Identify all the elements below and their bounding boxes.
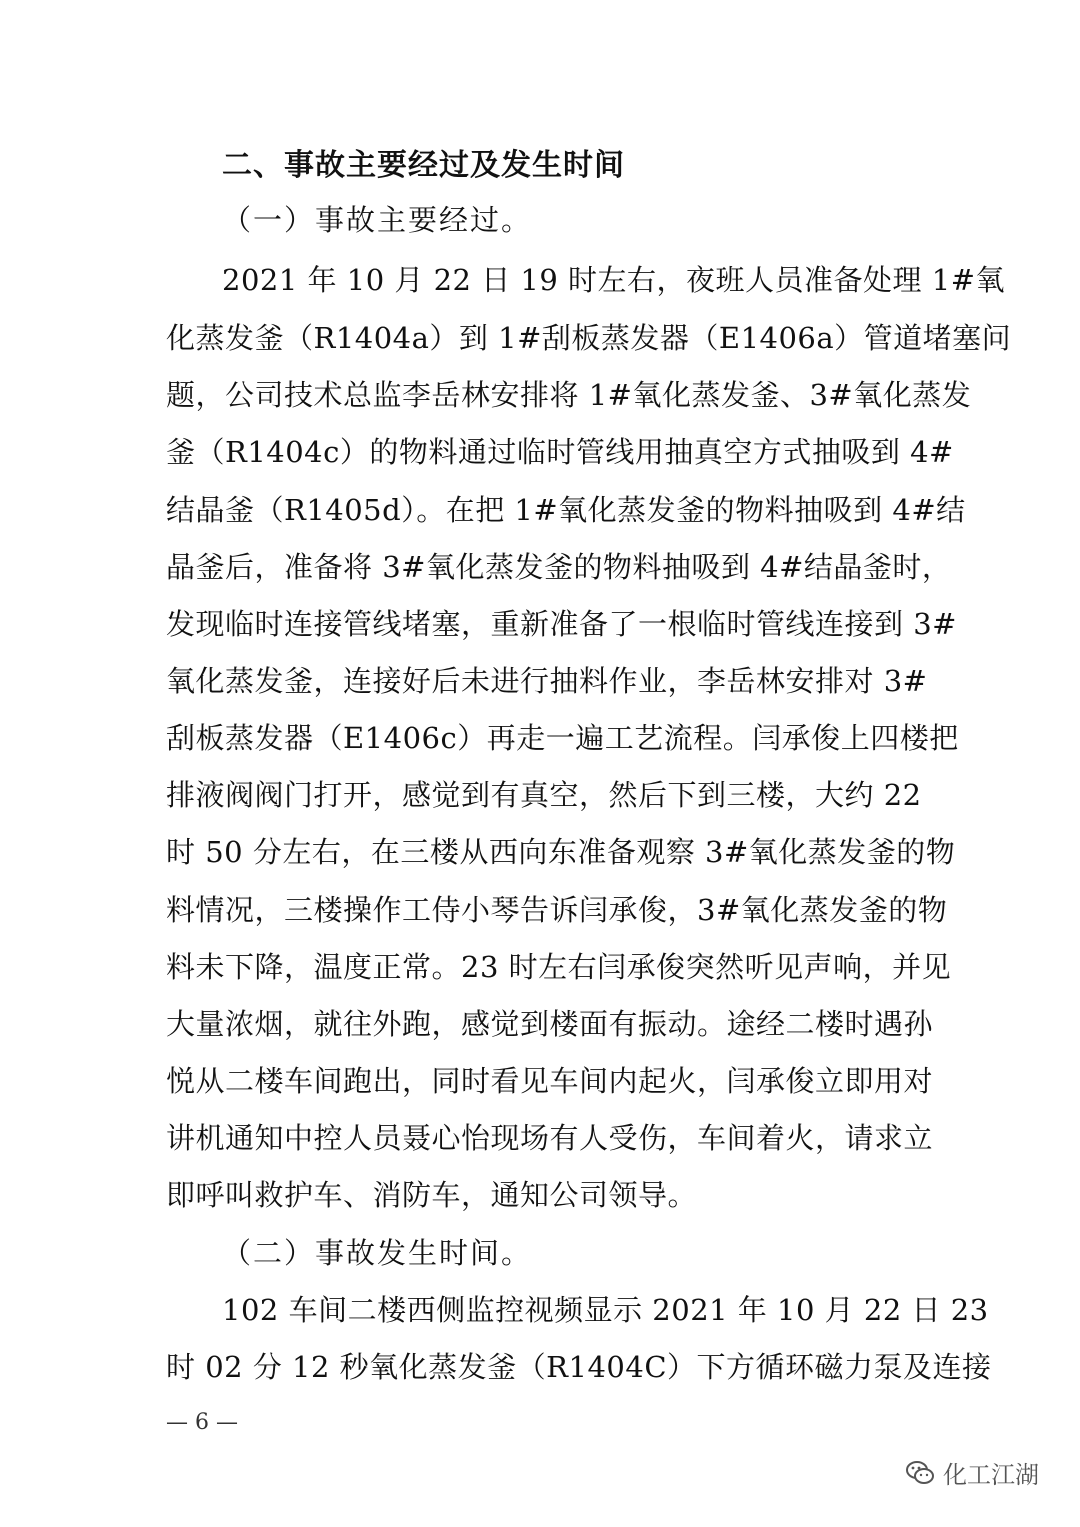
section-heading: 二、事故主要经过及发生时间	[222, 148, 625, 183]
paragraph-2-line: 102 车间二楼西侧监控视频显示 2021 年 10 月 22 日 23	[222, 1293, 989, 1327]
paragraph-1-line: 氧化蒸发釜，连接好后未进行抽料作业，李岳林安排对 3#	[166, 664, 928, 698]
paragraph-1-line: 结晶釜（R1405d）。在把 1#氧化蒸发釜的物料抽吸到 4#结	[166, 493, 966, 527]
paragraph-1-line: 即呼叫救护车、消防车，通知公司领导。	[166, 1178, 698, 1212]
paragraph-1-line: 料情况，三楼操作工侍小琴告诉闫承俊，3#氧化蒸发釜的物	[166, 893, 948, 927]
paragraph-1-line: 料未下降，温度正常。23 时左右闫承俊突然听见声响，并见	[166, 950, 952, 984]
subsection-title-1: （一）事故主要经过。	[222, 203, 533, 237]
paragraph-1-line: 釜（R1404c）的物料通过临时管线用抽真空方式抽吸到 4#	[166, 435, 954, 469]
watermark-text: 化工江湖	[943, 1461, 1039, 1489]
subsection-title-2: （二）事故发生时间。	[222, 1236, 533, 1270]
paragraph-1-line: 2021 年 10 月 22 日 19 时左右，夜班人员准备处理 1#氧	[222, 263, 1006, 297]
paragraph-1-line: 晶釜后，准备将 3#氧化蒸发釜的物料抽吸到 4#结晶釜时，	[166, 550, 952, 584]
watermark	[905, 1455, 1039, 1490]
paragraph-1-line: 发现临时连接管线堵塞，重新准备了一根临时管线连接到 3#	[166, 607, 957, 641]
paragraph-2-line: 时 02 分 12 秒氧化蒸发釜（R1404C）下方循环磁力泵及连接	[166, 1350, 992, 1384]
page-number: — 6 —	[166, 1410, 238, 1435]
paragraph-1-line: 讲机通知中控人员聂心怡现场有人受伤，车间着火，请求立	[166, 1121, 934, 1155]
paragraph-1-line: 大量浓烟，就往外跑，感觉到楼面有振动。途经二楼时遇孙	[166, 1007, 934, 1041]
wechat-icon	[905, 1460, 935, 1486]
paragraph-1-line: 悦从二楼车间跑出，同时看见车间内起火，闫承俊立即用对	[166, 1064, 934, 1098]
paragraph-1-line: 刮板蒸发器（E1406c）再走一遍工艺流程。闫承俊上四楼把	[166, 721, 959, 755]
paragraph-1-line: 排液阀阀门打开，感觉到有真空，然后下到三楼，大约 22	[166, 778, 922, 812]
paragraph-1-line: 题，公司技术总监李岳林安排将 1#氧化蒸发釜、3#氧化蒸发	[166, 378, 972, 412]
paragraph-1-line: 时 50 分左右，在三楼从西向东准备观察 3#氧化蒸发釜的物	[166, 835, 956, 869]
paragraph-1-line: 化蒸发釜（R1404a）到 1#刮板蒸发器（E1406a）管道堵塞问	[166, 321, 1012, 355]
